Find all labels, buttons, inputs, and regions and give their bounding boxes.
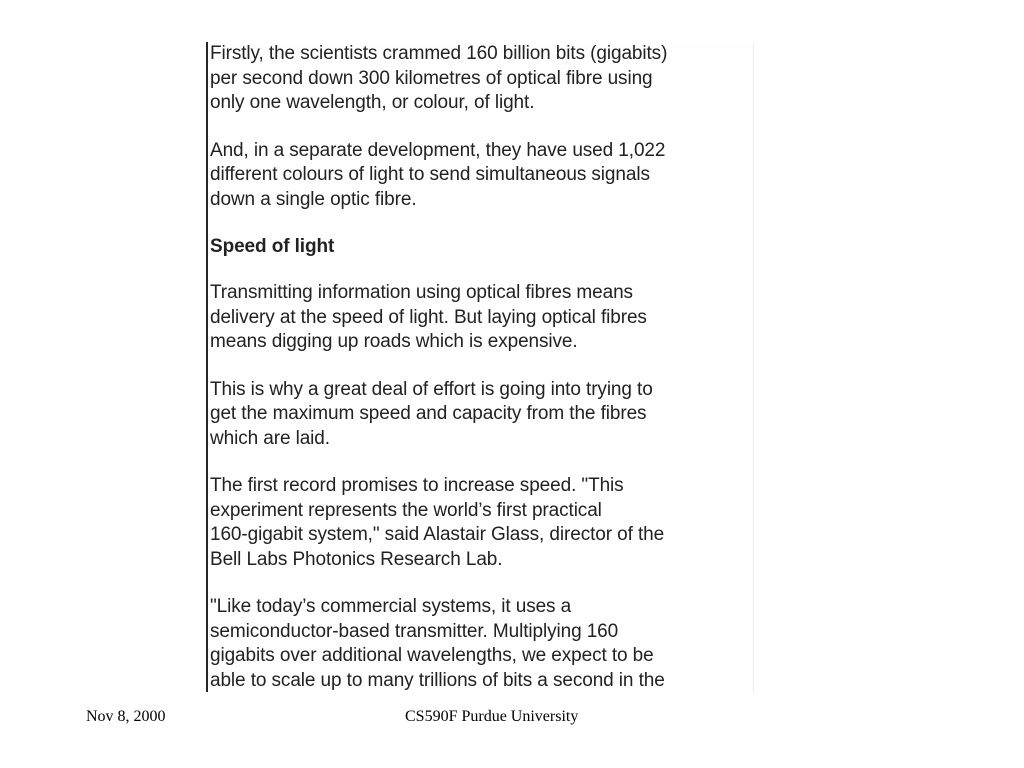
text-line: gigabits over additional wavelengths, we expect to be — [210, 645, 654, 666]
text-line: Bell Labs Photonics Research Lab. — [210, 548, 503, 570]
text-line: which are laid. — [210, 427, 330, 449]
text-line: get the maximum speed and capacity from the fibres — [210, 403, 647, 424]
text-line: means digging up roads which is expensive. — [210, 331, 578, 352]
text-line: delivery at the speed of light. But laying optical fibres — [210, 306, 647, 328]
text-line: Transmitting information using optical fibres means — [210, 282, 633, 303]
text-line: Firstly, the scientists crammed 160 billion bits (gigabits) — [210, 43, 668, 64]
paragraph-first-record — [210, 474, 750, 572]
text-line: per second down 300 kilometres of optical fibre using — [210, 67, 653, 89]
article-body — [210, 42, 750, 692]
paragraph-firstly — [210, 42, 750, 116]
text-line: experiment represents the world’s first practical — [210, 499, 602, 521]
footer-date: Nov 8, 2000 — [86, 708, 166, 725]
text-line: semiconductor-based transmitter. Multiplying 160 — [210, 620, 619, 642]
scanned-article — [206, 42, 754, 692]
text-line: "Like today’s commercial systems, it uses a — [210, 596, 572, 617]
text-line: down a single optic fibre. — [210, 188, 417, 210]
text-line: The first record promises to increase speed. "This — [210, 475, 624, 496]
paragraph-effort — [210, 378, 750, 452]
text-line: And, in a separate development, they have used 1,022 — [210, 139, 666, 161]
paragraph-transmitting — [210, 281, 750, 355]
paragraph-commercial-systems — [210, 595, 750, 692]
scan-right-edge — [753, 42, 754, 692]
text-line: 160-gigabit system," said Alastair Glass, director of the — [210, 524, 665, 545]
text-line: only one wavelength, or colour, of light. — [210, 92, 535, 113]
text-line: different colours of light to send simultaneous signals — [210, 164, 650, 185]
footer-course-label: CS590F Purdue University — [405, 708, 579, 725]
paragraph-separate-development — [210, 139, 750, 213]
text-line: able to scale up to many trillions of bits a second in the — [210, 669, 665, 691]
scan-left-edge — [206, 42, 208, 692]
text-line: This is why a great deal of effort is going into trying to — [210, 378, 653, 400]
section-heading: Speed of light — [210, 236, 335, 257]
